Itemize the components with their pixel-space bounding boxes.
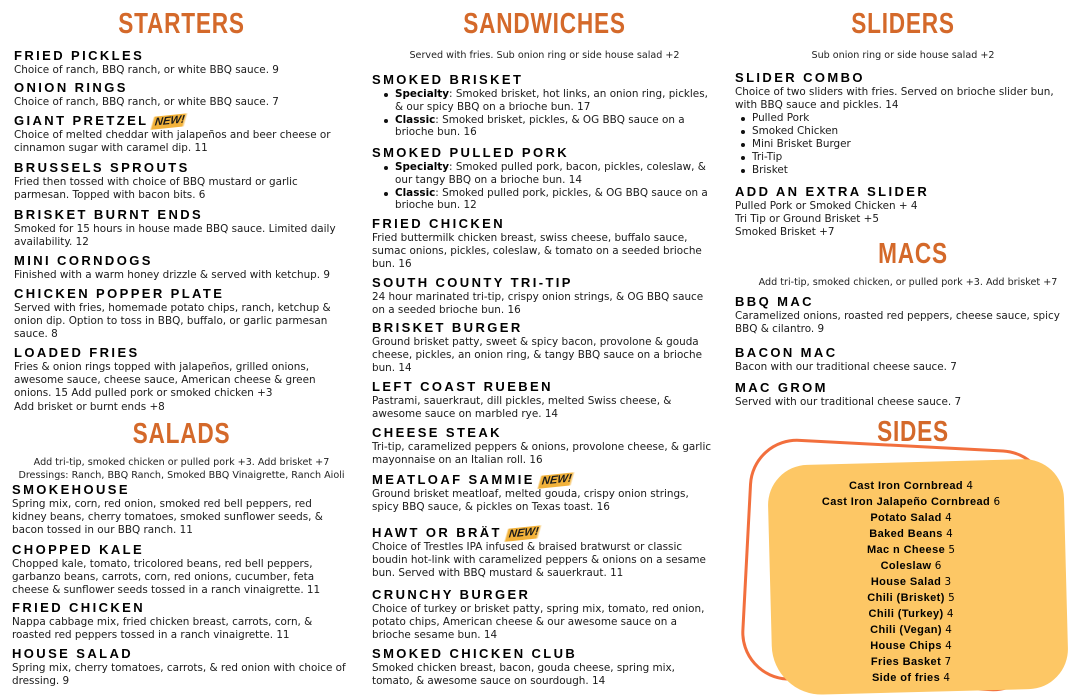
- menu-item: [735, 345, 1071, 374]
- item-name: ADD AN EXTRA SLIDER: [735, 184, 930, 199]
- side-item: Fries Basket 7: [870, 656, 952, 668]
- item-name: BRUSSELS SPROUTS: [14, 160, 190, 175]
- menu-item: [735, 380, 1071, 409]
- side-item: Chili (Turkey) 4: [868, 608, 954, 620]
- side-item: House Salad 3: [870, 576, 952, 588]
- item-desc: Chopped kale, tomato, tricolored beans, red bell peppers, garbanzo beans, carrots, corn, red onions, cucumber, feta cheese & sunflower seeds tossed in a ranch vinaigrette. 11: [12, 558, 321, 597]
- item-name: SLIDER COMBO: [735, 70, 865, 85]
- item-name: SMOKED PULLED PORK: [372, 145, 570, 160]
- item-name: SMOKED CHICKEN CLUB: [372, 646, 578, 661]
- item-desc: Smoked for 15 hours in house made BBQ sauce. Limited daily availability. 12: [14, 223, 336, 249]
- sandwiches-note: Served with fries. Sub onion ring or side house salad +2: [409, 50, 680, 61]
- slider-option: Brisket: [741, 164, 1071, 177]
- slider-options: [735, 112, 1071, 176]
- menu-item: [735, 294, 1071, 336]
- side-item: Chili (Vegan) 4: [870, 624, 952, 636]
- item-name: SMOKEHOUSE: [12, 482, 130, 497]
- sandwiches-title: SANDWICHES: [463, 8, 626, 40]
- menu-item: [372, 72, 717, 139]
- item-desc: 24 hour marinated tri-tip, crispy onion strings, & OG BBQ sauce on a seeded brioche bun. 16: [372, 291, 704, 317]
- sides-title: SIDES: [877, 416, 949, 448]
- item-desc: Choice of melted cheddar with jalapeños and beer cheese or cinnamon sugar with caramel dip. 11: [14, 129, 331, 155]
- item-desc: Served with fries, homemade potato chips, ranch, ketchup & onion dip. Option to toss in BBQ, buffalo, or garlic parmesan sauce. 8: [14, 302, 331, 341]
- item-name: MAC GROM: [735, 380, 828, 395]
- side-item: Mac n Cheese 5: [866, 544, 956, 556]
- macs-note: Add tri-tip, smoked chicken, or pulled pork +3. Add brisket +7: [758, 277, 1058, 288]
- starters-title: STARTERS: [118, 8, 245, 40]
- item-desc: Choice of ranch, BBQ ranch, or white BBQ sauce. 7: [14, 96, 279, 108]
- item-desc: Nappa cabbage mix, fried chicken breast, carrots, corn, & roasted red peppers tossed in a ranch vinaigrette. 11: [12, 616, 313, 642]
- item-desc: Fried then tossed with choice of BBQ mustard or garlic parmesan. Topped with bacon bits. 6: [14, 176, 298, 202]
- new-badge-icon: NEW!: [537, 472, 576, 489]
- side-item: Side of fries 4: [871, 672, 951, 684]
- item-name: CRUNCHY BURGER: [372, 587, 531, 602]
- slider-option: Tri-Tip: [741, 151, 1071, 164]
- item-name: SOUTH COUNTY TRI-TIP: [372, 275, 573, 290]
- new-badge-icon: NEW!: [150, 113, 189, 130]
- new-badge-icon: NEW!: [504, 525, 543, 542]
- menu-item: [14, 207, 349, 249]
- item-desc: Smoked chicken breast, bacon, gouda cheese, spring mix, tomato, & awesome sauce on sourdough. 14: [372, 662, 675, 688]
- menu-item: [372, 525, 717, 581]
- menu-item: [12, 646, 349, 688]
- menu-item: [12, 542, 349, 598]
- item-name: BRISKET BURGER: [372, 320, 523, 335]
- menu-item: [12, 600, 349, 642]
- slider-option: Pulled Pork: [741, 112, 1071, 125]
- item-desc: Pastrami, sauerkraut, dill pickles, melted Swiss cheese, & awesome sauce on marbled rye. 14: [372, 395, 672, 421]
- option-list: [372, 88, 717, 139]
- item-desc: Choice of two sliders with fries. Served on brioche slider bun, with BBQ sauce and pickles. 14: [735, 86, 1054, 112]
- item-desc: Bacon with our traditional cheese sauce. 7: [735, 361, 957, 373]
- menu-item: [372, 275, 717, 317]
- sides-list: [770, 478, 1052, 686]
- item-desc: Choice of Trestles IPA infused & braised bratwurst or classic boudin hot-link with caramelized peppers & onions on a sesame bun. Served with BBQ mustard & sauerkraut. 11: [372, 541, 706, 580]
- menu-item: [12, 482, 349, 538]
- salads-note: Add tri-tip, smoked chicken or pulled pork +3. Add brisket +7 Dressings: Ranch, BBQ Ranch, Smoked BBQ Vinaigrette, Ranch Aioli: [18, 457, 345, 481]
- item-name: GIANT PRETZEL NEW!: [14, 113, 349, 129]
- extra-slider: ADD AN EXTRA SLIDER Pulled Pork or Smoked Chicken + 4 Tri Tip or Ground Brisket +5 Smoked Brisket +7: [735, 184, 1071, 240]
- item-name: FRIED CHICKEN: [12, 600, 146, 615]
- side-item: Cast Iron Jalapeño Cornbread 6: [821, 496, 1001, 508]
- item-name: ONION RINGS: [14, 80, 128, 95]
- menu-item: [372, 646, 717, 688]
- side-item: Coleslaw 6: [880, 560, 942, 572]
- side-item: Baked Beans 4: [869, 528, 953, 540]
- item-desc: Choice of turkey or brisket patty, spring mix, tomato, red onion, potato chips, American cheese & our awesome sauce on a brioche sesame bun. 14: [372, 603, 705, 642]
- sliders-note: Sub onion ring or side house salad +2: [811, 50, 995, 61]
- menu-item: [372, 587, 717, 643]
- menu-item: [14, 286, 349, 342]
- item-desc: Fries & onion rings topped with jalapeños, grilled onions, awesome sauce, cheese sauce, American cheese & green onions. 15 Add pulled pork or smoked chicken +3: [14, 361, 316, 400]
- slider-option: Mini Brisket Burger: [741, 138, 1071, 151]
- item-desc: Spring mix, cherry tomatoes, carrots, & red onion with choice of dressing. 9: [12, 662, 346, 688]
- menu-item: [372, 320, 717, 376]
- menu-item: [14, 113, 349, 155]
- item-name: LOADED FRIES: [14, 345, 140, 360]
- item-name: HOUSE SALAD: [12, 646, 134, 661]
- item-name: FRIED PICKLES: [14, 48, 145, 63]
- menu-item: [372, 425, 717, 467]
- menu-item: [14, 160, 349, 202]
- salads-title: SALADS: [132, 418, 231, 450]
- item-desc-addon: Add brisket or burnt ends +8: [14, 400, 165, 413]
- option-item: Specialty: Smoked pulled pork, bacon, pickles, coleslaw, & our tangy BBQ on a brioche bun. 14: [384, 161, 717, 187]
- item-name: MINI CORNDOGS: [14, 253, 153, 268]
- menu-item: [372, 379, 717, 421]
- item-name: BRISKET BURNT ENDS: [14, 207, 204, 222]
- item-name: MEATLOAF SAMMIE NEW!: [372, 472, 717, 488]
- item-desc: Spring mix, corn, red onion, smoked red bell peppers, red kidney beans, cherry tomatoes, smoked sunflower seeds, & bacon tossed in our BBQ ranch. 11: [12, 498, 323, 537]
- item-name: BBQ MAC: [735, 294, 814, 309]
- side-item: Potato Salad 4: [870, 512, 952, 524]
- item-name: SMOKED BRISKET: [372, 72, 524, 87]
- menu-item: [14, 48, 349, 77]
- menu-item: [372, 216, 717, 272]
- item-name: HAWT OR BRÄT NEW!: [372, 525, 717, 541]
- menu-item: [372, 145, 717, 212]
- sliders-title: SLIDERS: [851, 8, 955, 40]
- item-desc: Finished with a warm honey drizzle & served with ketchup. 9: [14, 269, 330, 281]
- menu-item: [14, 253, 349, 282]
- option-item: Classic: Smoked pulled pork, pickles, & OG BBQ sauce on a brioche bun. 12: [384, 187, 717, 213]
- item-name: CHOPPED KALE: [12, 542, 145, 557]
- item-desc: Tri-tip, caramelized peppers & onions, provolone cheese, & garlic mayonnaise on an Italian roll. 16: [372, 441, 712, 467]
- item-desc: Ground brisket patty, sweet & spicy bacon, provolone & gouda cheese, pickles, an onion ring, & tangy BBQ sauce on a brioche bun. 14: [372, 336, 702, 375]
- item-name: CHEESE STEAK: [372, 425, 502, 440]
- slider-option: Smoked Chicken: [741, 125, 1071, 138]
- side-item: Chili (Brisket) 5: [867, 592, 955, 604]
- item-desc: Served with our traditional cheese sauce. 7: [735, 396, 962, 408]
- macs-title: MACS: [878, 238, 948, 270]
- menu-item: [14, 80, 349, 109]
- option-item: Specialty: Smoked brisket, hot links, an onion ring, pickles, & our spicy BBQ on a brioche bun. 17: [384, 88, 717, 114]
- side-item: Cast Iron Cornbread 4: [849, 480, 973, 492]
- item-name: FRIED CHICKEN: [372, 216, 506, 231]
- item-desc: Ground brisket meatloaf, melted gouda, crispy onion strings, spicy BBQ sauce, & pickles on Texas toast. 16: [372, 488, 689, 514]
- option-list: [372, 161, 717, 212]
- menu-item: [372, 472, 717, 514]
- item-name: LEFT COAST RUEBEN: [372, 379, 553, 394]
- item-desc: Fried buttermilk chicken breast, swiss cheese, buffalo sauce, sumac onions, pickles, coleslaw, & tomato on a seeded brioche bun. 16: [372, 232, 702, 271]
- side-item: House Chips 4: [870, 640, 952, 652]
- option-item: Classic: Smoked brisket, pickles, & OG BBQ sauce on a brioche bun. 16: [384, 114, 717, 140]
- item-name: BACON MAC: [735, 345, 838, 360]
- menu-item: [14, 345, 349, 414]
- item-desc: Caramelized onions, roasted red peppers, cheese sauce, spicy BBQ & cilantro. 9: [735, 310, 1060, 336]
- item-desc: Choice of ranch, BBQ ranch, or white BBQ sauce. 9: [14, 64, 279, 76]
- item-name: CHICKEN POPPER PLATE: [14, 286, 225, 301]
- slider-combo: [735, 70, 1071, 176]
